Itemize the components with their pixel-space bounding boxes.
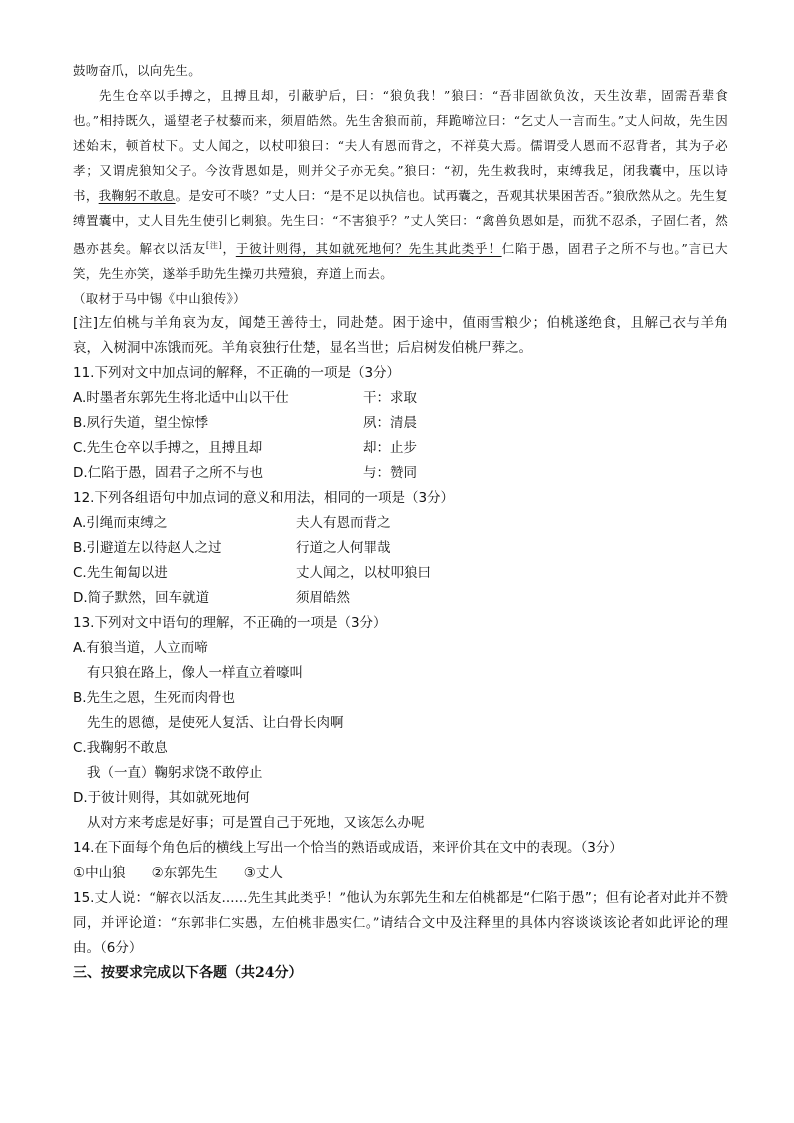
q11-option-b: B.夙行失道，望尘惊悸 夙：清晨	[73, 415, 417, 432]
q15-stem: 15.丈人说：“解衣以活友……先生其此类乎！”他认为东郭先生和左伯桃都是“仁陷于愚”；但有论者对此并不赞同，并评论道：“东郭非仁实愚，左伯桃非愚实仁。”请结合文中及注释里的具体内容谈谈该论者如此评论的理由。（6分）	[73, 890, 729, 957]
q11-option-d: D.仁陷于愚，固君子之所不与也 与：赞同	[73, 465, 417, 482]
passage-text-b: 。是安可不啖？”丈人曰：“是不足以执信也。试再囊之，吾观其状果困苦否。”狼欣然从之。先生复缚置囊中，丈人目先生使引匕刺狼。先生曰：“不害狼乎？”丈人笑曰：“禽兽负恩如是，而犹不忍杀，子固仁者，然愚亦甚矣。解衣以活友	[73, 188, 728, 257]
q13-explain-d: 从对方来考虑是好事；可是置自己于死地，又该怎么办呢	[87, 815, 425, 832]
passage-source: （取材于马中锡《中山狼传》）	[73, 291, 246, 307]
role-wolf: ①中山狼	[73, 865, 126, 882]
underlined-phrase-3: 先生其此类乎！	[408, 241, 502, 257]
q11-option-c: C.先生仓卒以手搏之，且搏且却 却：止步	[73, 440, 417, 457]
annotation-note: [注]左伯桃与羊角哀为友，闻楚王善待士，同赴楚。困于途中，值雨雪粮少；伯桃遂绝食，且解己衣与羊角哀，入树洞中冻饿而死。羊角哀独行仕楚，显名当世；后启树发伯桃尸葬之。	[73, 315, 728, 357]
q12-option-a: A.引绳而束缚之 夫人有恩而背之	[73, 515, 391, 532]
passage-text-a: 先生仓卒以手搏之，且搏且却，引蔽驴后，曰：“狼负我！”狼曰：“吾非固欲负汝，天生汝辈，固需吾辈食也。”相持既久，遥望老子杖藜而来，须眉皓然。先生舍狼而前，拜跪啼泣曰：“乞丈人一言而生。”丈人问故，先生因述始末，顿首杖下。丈人闻之，以杖叩狼曰：“夫人有恩而背之，不祥莫大焉。儒谓受人恩而不忍背者，其为子必孝；又谓虎狼知父子。今汝背恩如是，则并父子亦无矣。”狼曰：“初，先生救我时，束缚我足，闭我囊中，压以诗书，	[73, 88, 728, 203]
q13-stem: 13.下列对文中语句的理解，不正确的一项是（3分）	[73, 615, 387, 632]
q13-option-b: B.先生之恩，生死而肉骨也	[73, 690, 236, 707]
q13-explain-b: 先生的恩德，是使死人复活、让白骨长肉啊	[87, 715, 344, 732]
reading-passage	[73, 58, 728, 986]
passage-text-c: ，	[222, 241, 236, 257]
passage-text-d: 仁陷于愚，固君子之所不与也。”言已大笑，先生亦笑，遂举手助先生操刃共殪狼，弃道上而去。	[73, 241, 728, 282]
passage-paragraph	[73, 83, 728, 286]
underlined-phrase-2: 于彼计则得，其如就死地何？	[235, 241, 409, 257]
q11-stem: 11.下列对文中加点词的解释，不正确的一项是（3分）	[73, 365, 401, 382]
role-elder: ③丈人	[243, 865, 283, 882]
role-dongguo: ②东郭先生	[151, 865, 218, 882]
q12-stem: 12.下列各组语句中加点词的意义和用法，相同的一项是（3分）	[73, 490, 455, 507]
q13-explain-a: 有只狼在路上，像人一样直立着嚎叫	[87, 665, 303, 682]
q13-option-a: A.有狼当道，人立而啼	[73, 640, 208, 657]
underlined-phrase-1: 我鞠躬不敢息	[98, 188, 176, 203]
q12-option-c: C.先生匍匐以进 丈人闻之，以杖叩狼曰	[73, 565, 431, 582]
q12-option-d: D.简子默然，回车就道 须眉皓然	[73, 590, 350, 607]
passage-line-0: 鼓吻奋爪，以向先生。	[73, 63, 202, 78]
q13-option-c: C.我鞠躬不敢息	[73, 740, 168, 757]
q14-roles	[73, 861, 728, 886]
section-3-heading: 三、按要求完成以下各题（共24分）	[73, 965, 303, 982]
q13-explain-c: 我（一直）鞠躬求饶不敢停止	[87, 765, 263, 782]
q13-option-d: D.于彼计则得，其如就死地何	[73, 790, 250, 807]
q11-option-a: A.时墨者东郭先生将北适中山以干仕 干：求取	[73, 390, 417, 407]
q12-option-b: B.引避道左以待赵人之过 行道之人何罪哉	[73, 540, 391, 557]
q14-stem: 14.在下面每个角色后的横线上写出一个恰当的熟语或成语，来评价其在文中的表现。（3分）	[73, 840, 623, 857]
note-marker: [注]	[205, 241, 223, 250]
